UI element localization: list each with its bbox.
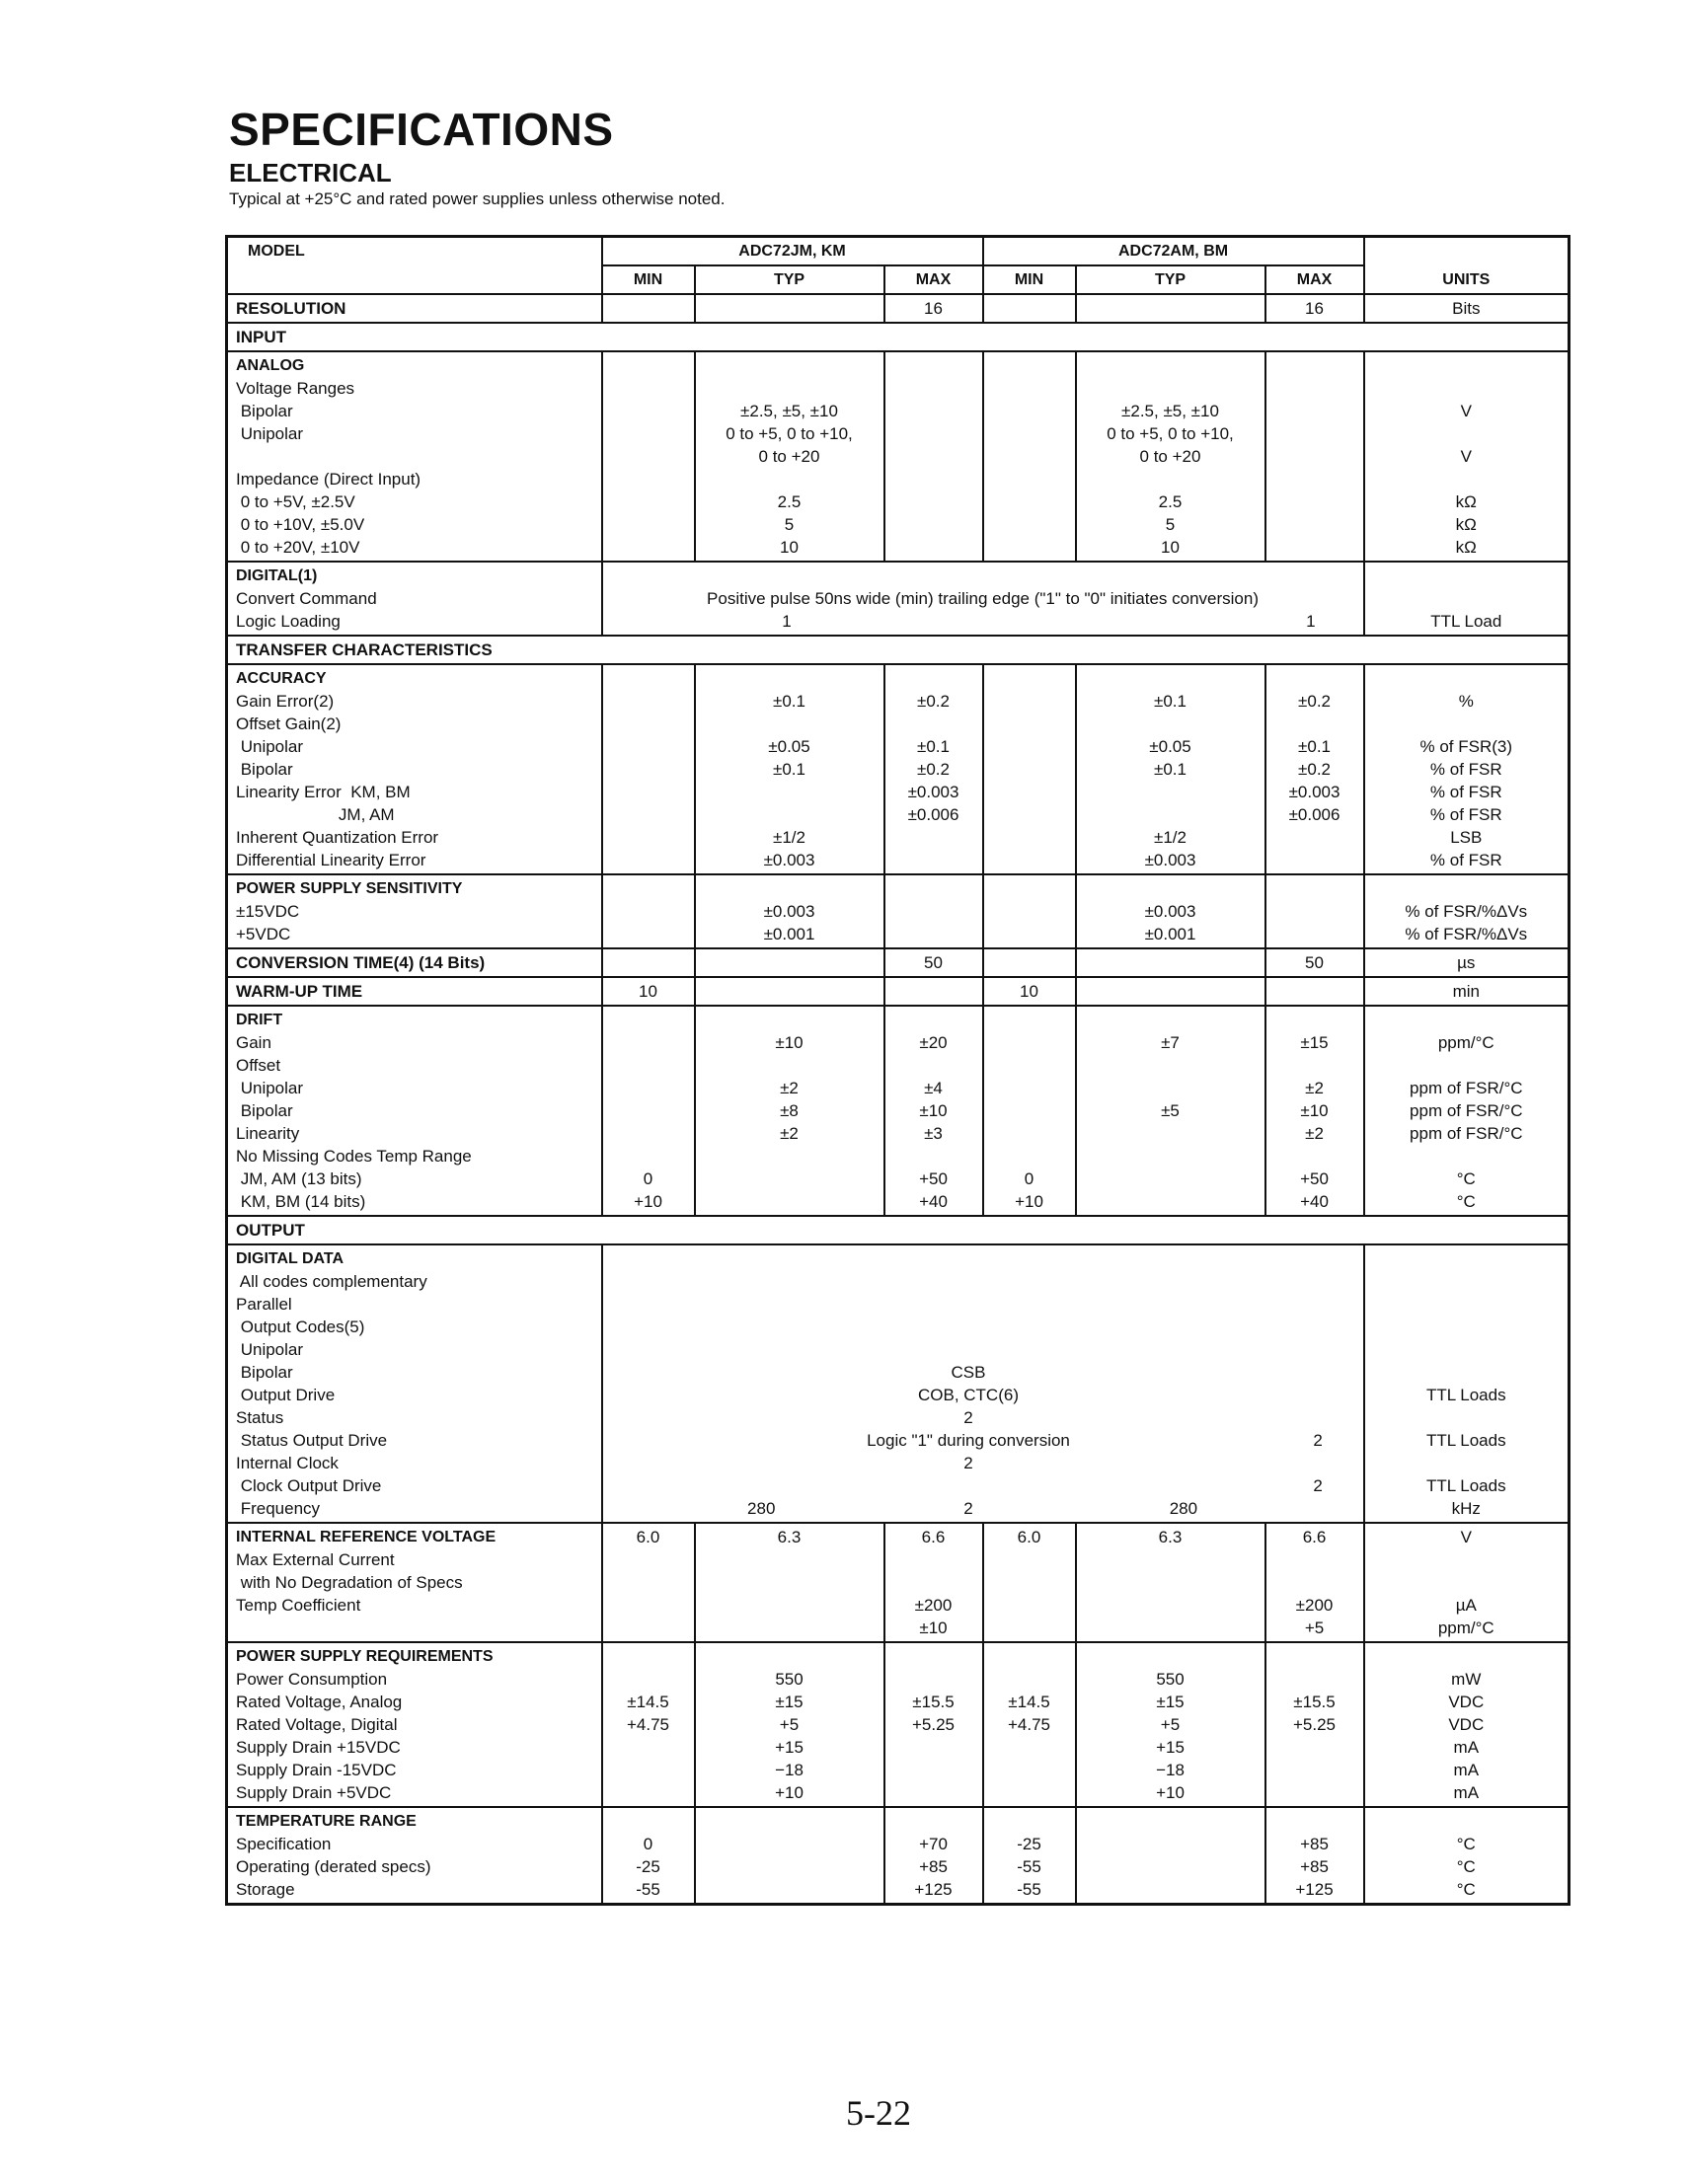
row-resolution (227, 294, 1570, 323)
analog-typ-1: ±2.5, ±5, ±10 0 to +5, 0 to +10, 0 to +20 2.5 5 10 (695, 351, 884, 562)
row-digital-data (227, 1244, 1570, 1523)
model-label: MODEL (227, 237, 602, 295)
digital-data-cell (227, 1244, 602, 1523)
analog-typ-2: ±2.5, ±5, ±10 0 to +5, 0 to +10, 0 to +20 2.5 5 10 (1076, 351, 1265, 562)
warmup-min-1: 10 (602, 977, 695, 1006)
drift-max-2: ±15 ±2 ±10 ±2 +50 +40 (1265, 1006, 1364, 1216)
psrr-cell (227, 874, 602, 948)
power-cell (227, 1642, 602, 1807)
power-label: POWER SUPPLY REQUIREMENTS (236, 1648, 494, 1665)
power-units: mW VDC VDC mA mA mA (1364, 1642, 1570, 1807)
warmup-units: min (1364, 977, 1570, 1006)
col-typ-1: TYP (695, 265, 884, 294)
output-section-label: OUTPUT (227, 1216, 1570, 1244)
analog-label: ANALOG (236, 357, 305, 374)
section-subtitle: ELECTRICAL (229, 158, 392, 188)
warmup-label: WARM-UP TIME (227, 977, 602, 1006)
temperature-units: °C °C °C (1364, 1807, 1570, 1905)
row-drift (227, 1006, 1570, 1216)
col-max-1: MAX (884, 265, 983, 294)
power-min-1: ±14.5 +4.75 (602, 1642, 695, 1807)
page-title: SPECIFICATIONS (229, 104, 614, 155)
reference-typ-2: 6.3 (1076, 1523, 1265, 1642)
reference-params: Max External Current with No Degradation of Specs Temp Coefficient (236, 1550, 463, 1615)
drift-min-2: 0 +10 (983, 1006, 1076, 1216)
conditions-note: Typical at +25°C and rated power supplies unless otherwise noted. (229, 189, 726, 208)
row-warm-up-time (227, 977, 1570, 1006)
temperature-label: TEMPERATURE RANGE (236, 1813, 417, 1830)
power-typ-2: 550 ±15 +5 +15 −18 +10 (1076, 1642, 1265, 1807)
psrr-typ-2: ±0.003 ±0.001 (1076, 874, 1265, 948)
digital-values (602, 562, 1364, 636)
accuracy-max-2: ±0.2 ±0.1 ±0.2 ±0.003 ±0.006 (1265, 664, 1364, 874)
reference-min-1: 6.0 (602, 1523, 695, 1642)
conversion-max-1: 50 (884, 948, 983, 977)
power-max-2: ±15.5 +5.25 (1265, 1642, 1364, 1807)
psrr-label: POWER SUPPLY SENSITIVITY (236, 880, 463, 897)
row-temperature-range (227, 1807, 1570, 1905)
psrr-typ-1: ±0.003 ±0.001 (695, 874, 884, 948)
conversion-units: µs (1364, 948, 1570, 977)
header-row-models (227, 237, 1570, 266)
power-max-1: ±15.5 +5.25 (884, 1642, 983, 1807)
accuracy-typ-1: ±0.1 ±0.05 ±0.1 ±1/2 ±0.003 (695, 664, 884, 874)
reference-label: INTERNAL REFERENCE VOLTAGE (236, 1529, 497, 1545)
digital-cell (227, 562, 602, 636)
input-section-label: INPUT (227, 323, 1570, 351)
logic-loading-2: 1 (1306, 612, 1316, 631)
drift-typ-2: ±7 ±5 (1076, 1006, 1265, 1216)
power-typ-1: 550 ±15 +5 +15 −18 +10 (695, 1642, 884, 1807)
reference-max-2: 6.6 ±200 +5 (1265, 1523, 1364, 1642)
digital-data-params: All codes complementary Parallel Output Codes(5) Unipolar Bipolar Output Drive Status Status Output Drive Internal Clock Clock Output Drive Frequency (236, 1272, 427, 1518)
page-number: 5-22 (846, 2093, 911, 2133)
reference-min-2: 6.0 (983, 1523, 1076, 1642)
temperature-min-1: 0 -25 -55 (602, 1807, 695, 1905)
digital-units: TTL Load (1364, 562, 1570, 636)
digital-data-label: DIGITAL DATA (236, 1250, 345, 1267)
power-min-2: ±14.5 +4.75 (983, 1642, 1076, 1807)
conversion-max-2: 50 (1265, 948, 1364, 977)
transfer-section-label: TRANSFER CHARACTERISTICS (227, 636, 1570, 664)
digital-data-grid (603, 1245, 1363, 1520)
digital-data-units: TTL Loads TTL Loads TTL Loads kHz (1364, 1244, 1570, 1523)
model-group-jm-km: ADC72JM, KM (602, 237, 983, 266)
row-accuracy (227, 664, 1570, 874)
reference-max-1: 6.6 ±200 ±10 (884, 1523, 983, 1642)
analog-params: Voltage Ranges Bipolar Unipolar Impedance (Direct Input) 0 to +5V, ±2.5V 0 to +10V, ±5.0V 0 to +20V, ±10V (236, 379, 421, 557)
row-output-section (227, 1216, 1570, 1244)
col-min-1: MIN (602, 265, 695, 294)
accuracy-max-1: ±0.2 ±0.1 ±0.2 ±0.003 ±0.006 (884, 664, 983, 874)
temperature-params: Specification Operating (derated specs) Storage (236, 1835, 431, 1899)
row-analog (227, 351, 1570, 562)
digital-label: DIGITAL(1) (236, 567, 318, 584)
digital-data-values (602, 1244, 1364, 1523)
row-transfer-section (227, 636, 1570, 664)
specifications-table (225, 235, 1570, 1906)
temperature-max-2: +85 +85 +125 (1265, 1807, 1364, 1905)
reference-typ-1: 6.3 (695, 1523, 884, 1642)
logic-loading-values (611, 610, 1355, 633)
accuracy-params: Gain Error(2) Offset Gain(2) Unipolar Bipolar Linearity Error KM, BM JM, AM Inherent Quantization Error Differential Linearity Error (236, 692, 439, 869)
temperature-cell (227, 1807, 602, 1905)
resolution-max-2: 16 (1265, 294, 1364, 323)
psrr-units: % of FSR/%ΔVs % of FSR/%ΔVs (1364, 874, 1570, 948)
reference-units: V µA ppm/°C (1364, 1523, 1570, 1642)
psrr-params: ±15VDC +5VDC (236, 902, 300, 943)
analog-cell (227, 351, 602, 562)
col-max-2: MAX (1265, 265, 1364, 294)
resolution-label: RESOLUTION (227, 294, 602, 323)
row-power-supply-sensitivity (227, 874, 1570, 948)
drift-cell (227, 1006, 602, 1216)
temperature-min-2: -25 -55 -55 (983, 1807, 1076, 1905)
drift-max-1: ±20 ±4 ±10 ±3 +50 +40 (884, 1006, 983, 1216)
reference-cell (227, 1523, 602, 1642)
col-typ-2: TYP (1076, 265, 1265, 294)
temperature-max-1: +70 +85 +125 (884, 1807, 983, 1905)
model-group-am-bm: ADC72AM, BM (983, 237, 1364, 266)
drift-typ-1: ±10 ±2 ±8 ±2 (695, 1006, 884, 1216)
digital-data-typ-1: 280 (747, 1499, 776, 1518)
analog-units: V V kΩ kΩ kΩ (1364, 351, 1570, 562)
conversion-label: CONVERSION TIME(4) (14 Bits) (227, 948, 602, 977)
digital-data-typ-2: 280 (1169, 1499, 1198, 1518)
accuracy-cell (227, 664, 602, 874)
convert-command-text: Positive pulse 50ns wide (min) trailing edge ("1" to "0" initiates conversion) (707, 589, 1259, 608)
accuracy-units: % % of FSR(3) % of FSR % of FSR % of FSR LSB % of FSR (1364, 664, 1570, 874)
accuracy-label: ACCURACY (236, 670, 327, 687)
row-digital (227, 562, 1570, 636)
units-header: UNITS (1364, 237, 1570, 295)
drift-units: ppm/°C ppm of FSR/°C ppm of FSR/°C ppm of FSR/°C °C °C (1364, 1006, 1570, 1216)
row-power-supply-requirements (227, 1642, 1570, 1807)
col-min-2: MIN (983, 265, 1076, 294)
resolution-units: Bits (1364, 294, 1570, 323)
logic-loading-1: 1 (782, 612, 792, 631)
row-conversion-time (227, 948, 1570, 977)
resolution-max-1: 16 (884, 294, 983, 323)
warmup-min-2: 10 (983, 977, 1076, 1006)
drift-params: Gain Offset Unipolar Bipolar Linearity No Missing Codes Temp Range JM, AM (13 bits) KM, BM (14 bits) (236, 1033, 472, 1211)
digital-params: Convert Command Logic Loading (236, 589, 377, 631)
drift-label: DRIFT (236, 1012, 283, 1028)
accuracy-typ-2: ±0.1 ±0.05 ±0.1 ±1/2 ±0.003 (1076, 664, 1265, 874)
digital-data-shared: CSB COB, CTC(6) 2 Logic "1" during conversion 2 2 (867, 1363, 1070, 1518)
row-internal-reference (227, 1523, 1570, 1642)
power-params: Power Consumption Rated Voltage, Analog Rated Voltage, Digital Supply Drain +15VDC Supply Drain -15VDC Supply Drain +5VDC (236, 1670, 403, 1802)
row-input-section (227, 323, 1570, 351)
digital-data-max-2: 2 2 (1313, 1431, 1323, 1495)
drift-min-1: 0 +10 (602, 1006, 695, 1216)
